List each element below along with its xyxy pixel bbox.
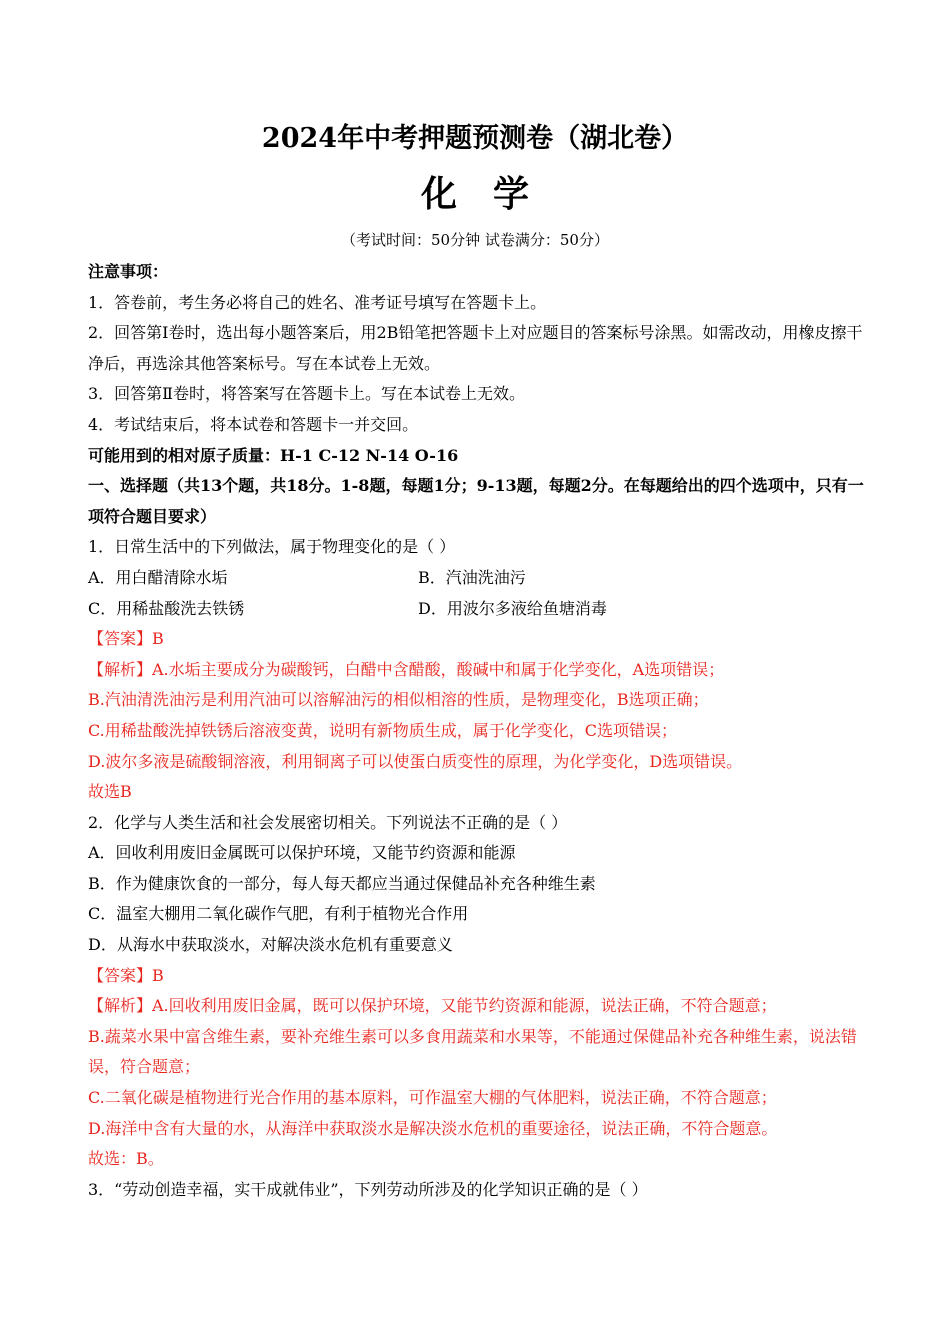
atomic-mass-line: 可能用到的相对原子质量：H-1 C-12 N-14 O-16 <box>88 445 459 465</box>
note-item: 3．回答第Ⅱ卷时，将答案写在答题卡上。写在本试卷上无效。 <box>88 384 526 404</box>
analysis-line: 【解析】A.水垢主要成分为碳酸钙，白醋中含醋酸，酸碱中和属于化学变化，A选项错误； <box>88 659 725 679</box>
analysis-line: C.用稀盐酸洗掉铁锈后溶液变黄，说明有新物质生成，属于化学变化，C选项错误； <box>88 720 678 740</box>
analysis-line: B.蔬菜水果中富含维生素，要补充维生素可以多食用蔬菜和水果等，不能通过保健品补充各种维生素，说法错误，符合题意； <box>88 1026 857 1077</box>
note-item: 4．考试结束后，将本试卷和答题卡一并交回。 <box>88 414 419 434</box>
notes-heading: 注意事项： <box>88 262 169 281</box>
analysis-line: D.波尔多液是硫酸铜溶液，利用铜离子可以使蛋白质变性的原理，为化学变化，D选项错误。 <box>88 751 743 771</box>
analysis-line: C.二氧化碳是植物进行光合作用的基本原料，可作温室大棚的气体肥料，说法正确，不符合题意； <box>88 1088 777 1108</box>
exam-title: 2024年中考押题预测卷（湖北卷） <box>261 123 689 154</box>
option-c: C．温室大棚用二氧化碳作气肥，有利于植物光合作用 <box>88 904 469 924</box>
option-b: B．汽油洗油污 <box>418 567 526 587</box>
note-item: 1．答卷前，考生务必将自己的姓名、准考证号填写在答题卡上。 <box>88 292 547 312</box>
answer-label: 【答案】B <box>88 629 164 649</box>
analysis-line: B.汽油清洗油污是利用汽油可以溶解油污的相似相溶的性质，是物理变化，B选项正确； <box>88 690 709 710</box>
option-a: A．回收利用废旧金属既可以保护环境，又能节约资源和能源 <box>88 843 516 863</box>
section-heading: 一、选择题（共13个题，共18分。1-8题，每题1分；9-13题，每题2分。在每题给出的四个选项中，只有一项符合题目要求） <box>88 476 864 526</box>
answer-label: 【答案】B <box>88 965 164 985</box>
exam-content <box>88 257 868 1205</box>
exam-info: （考试时间：50分钟 试卷满分：50分） <box>341 231 609 249</box>
option-row <box>88 594 868 625</box>
analysis-line: 【解析】A.回收利用废旧金属，既可以保护环境，又能节约资源和能源，说法正确，不符合题意； <box>88 996 777 1016</box>
question-stem: 2．化学与人类生活和社会发展密切相关。下列说法不正确的是（ ） <box>88 812 568 832</box>
note-item: 2．回答第Ⅰ卷时，选出每小题答案后，用2B铅笔把答题卡上对应题目的答案标号涂黑。如需改动，用橡皮擦干净后，再选涂其他答案标号。写在本试卷上无效。 <box>88 323 863 373</box>
option-c: C．用稀盐酸洗去铁锈 <box>88 598 245 618</box>
question-stem: 1．日常生活中的下列做法，属于物理变化的是（ ） <box>88 537 456 557</box>
option-row <box>88 563 868 594</box>
question-stem: 3．“劳动创造幸福，实干成就伟业”，下列劳动所涉及的化学知识正确的是（ ） <box>88 1179 648 1199</box>
conclusion-line: 故选B <box>88 782 132 802</box>
option-d: D．用波尔多液给鱼塘消毒 <box>418 598 607 618</box>
option-a: A．用白醋清除水垢 <box>88 567 228 587</box>
conclusion-line: 故选：B。 <box>88 1149 164 1169</box>
subject-title: 化学 <box>420 173 565 215</box>
option-b: B．作为健康饮食的一部分，每人每天都应当通过保健品补充各种维生素 <box>88 873 596 893</box>
analysis-line: D.海洋中含有大量的水，从海洋中获取淡水是解决淡水危机的重要途径，说法正确，不符合题意。 <box>88 1118 778 1138</box>
option-d: D．从海水中获取淡水，对解决淡水危机有重要意义 <box>88 935 453 955</box>
